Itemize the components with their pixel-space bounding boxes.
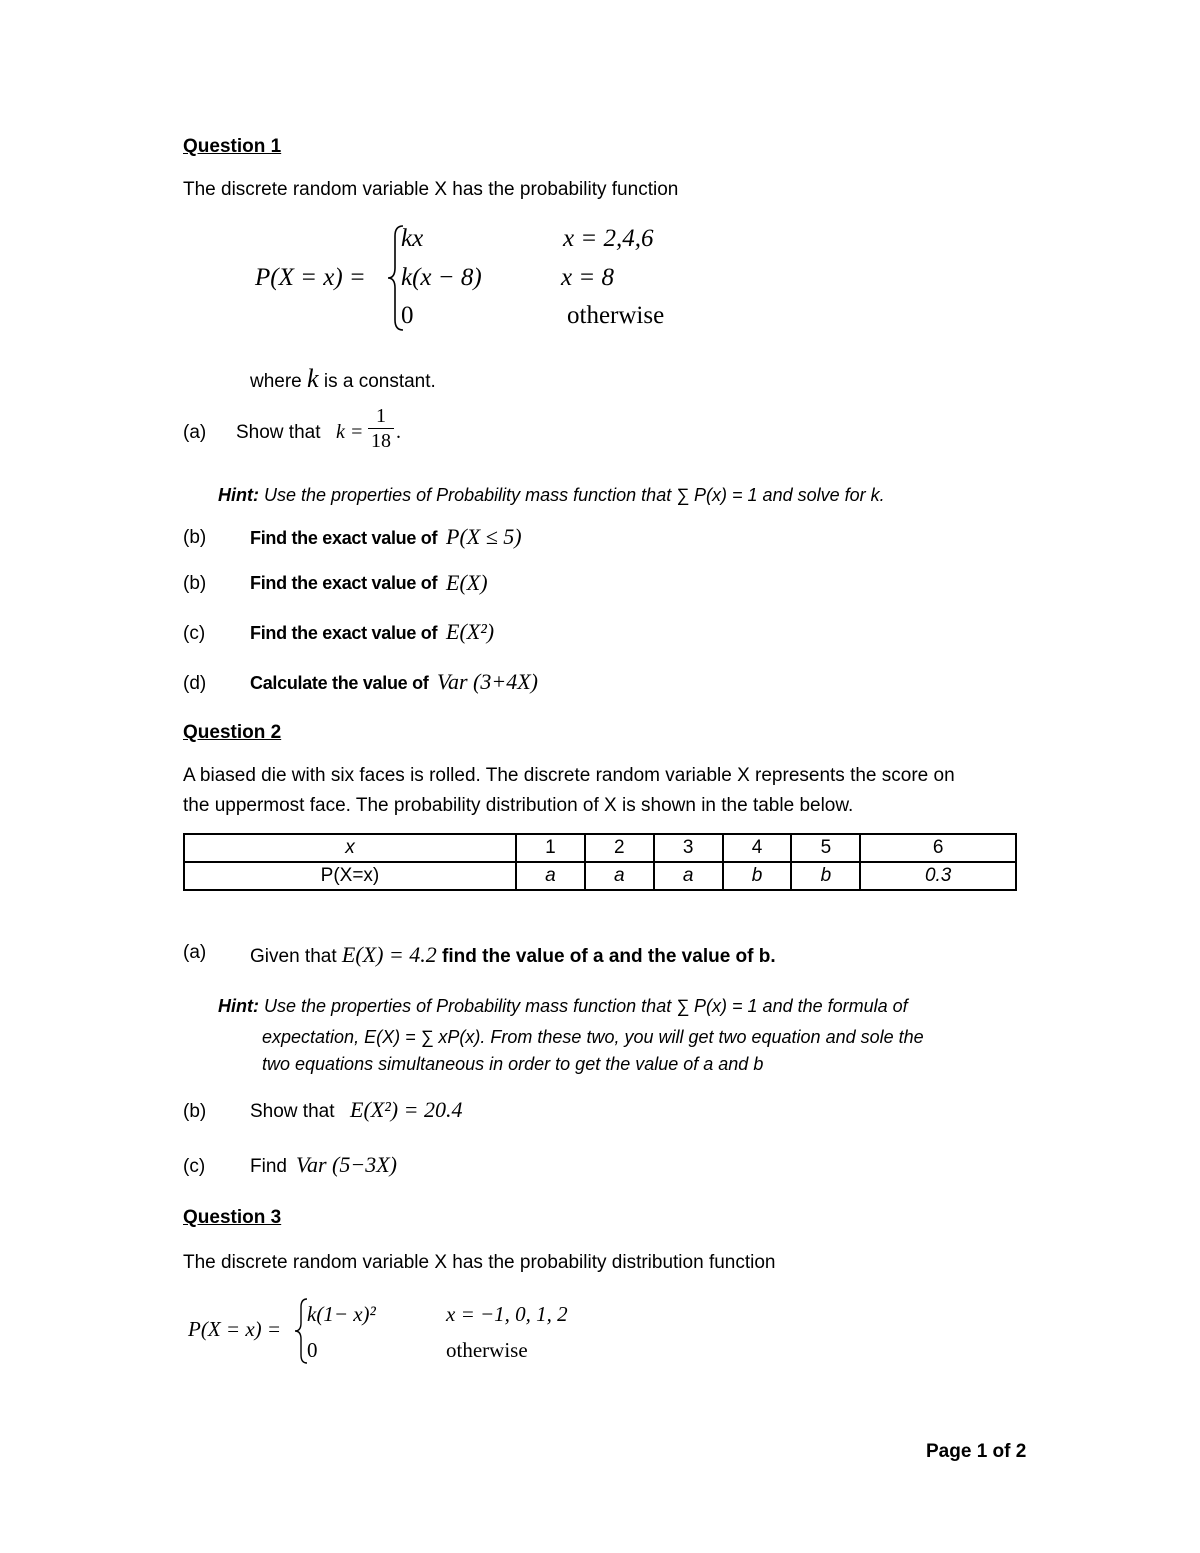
q1-case-1-cond: x = 2,4,6 xyxy=(563,225,654,252)
q2-hint-line-2: expectation, E(X) = ∑ xP(x). From these two, you will get two equation and sole the xyxy=(262,1027,924,1047)
q2-hint-text-1: Use the properties of Probability mass function that ∑ P(x) = 1 and the formula of xyxy=(264,996,908,1016)
q3-pmf-lhs: P(X = x) = xyxy=(188,1317,282,1341)
q1-part-a-label: (a) xyxy=(183,422,207,443)
table-cell: b xyxy=(723,862,792,890)
table-cell: 5 xyxy=(791,834,860,862)
q1-case-2-cond: x = 8 xyxy=(561,264,614,291)
q2-part-a-math: E(X) = 4.2 xyxy=(341,942,437,967)
q3-case-2-expr: 0 xyxy=(307,1338,318,1362)
q1-part-c-text: Find the exact value of xyxy=(250,623,438,643)
q1-part-b2-math: E(X) xyxy=(446,570,488,595)
q1-part-b1-math: P(X ≤ 5) xyxy=(446,524,522,549)
question-2-intro-line-2: the uppermost face. The probability distribution of X is shown in the table below. xyxy=(183,795,854,816)
q2-hint-label: Hint: xyxy=(218,996,259,1016)
q1-part-b2-label: (b) xyxy=(183,573,207,594)
q1-case-1-expr: kx xyxy=(401,225,424,252)
probability-distribution-table xyxy=(183,833,1017,891)
question-2-intro-line-1: A biased die with six faces is rolled. The discrete random variable X represents the score on xyxy=(183,765,955,786)
table-cell: 3 xyxy=(654,834,723,862)
q2-part-c-math: Var (5−3X) xyxy=(296,1152,397,1177)
q2-hint-line-1 xyxy=(218,996,908,1017)
q2-part-b-text: Show that xyxy=(250,1101,335,1122)
question-1-heading: Question 1 xyxy=(183,136,282,157)
table-row xyxy=(184,862,1016,890)
q3-case-1-expr: k(1− x)² xyxy=(307,1302,376,1326)
table-cell: a xyxy=(654,862,723,890)
q1-part-a-k: k = xyxy=(336,421,364,443)
q2-hint-line-3: two equations simultaneous in order to get the value of a and b xyxy=(262,1054,764,1074)
table-cell: 6 xyxy=(860,834,1016,862)
question-3-intro: The discrete random variable X has the probability distribution function xyxy=(183,1252,776,1273)
q2-part-b-label: (b) xyxy=(183,1101,207,1122)
q1-where-line xyxy=(250,364,436,394)
q1-case-3-cond: otherwise xyxy=(567,302,665,329)
q2-part-c-label: (c) xyxy=(183,1156,206,1177)
q1-part-a-period: . xyxy=(396,421,401,443)
q1-part-a-text: Show that xyxy=(236,422,321,443)
table-cell: a xyxy=(585,862,654,890)
q1-part-b1-label: (b) xyxy=(183,527,207,548)
q1-where-var: k xyxy=(307,364,319,393)
table-cell: 2 xyxy=(585,834,654,862)
question-1-intro: The discrete random variable X has the probability function xyxy=(183,179,679,200)
q2-part-c-text: Find xyxy=(250,1156,287,1177)
q3-case-2-cond: otherwise xyxy=(446,1338,528,1362)
q1-hint-text: Use the properties of Probability mass function that ∑ P(x) = 1 and solve for k. xyxy=(264,485,885,505)
q1-where-pre: where xyxy=(250,371,302,392)
q1-case-3-expr: 0 xyxy=(401,302,414,329)
q1-hint xyxy=(218,485,885,506)
q1-part-c-math: E(X²) xyxy=(446,619,495,644)
q2-part-a-text-2: find the value of a and the value of b. xyxy=(442,946,776,967)
q1-case-2-expr: k(x − 8) xyxy=(401,264,482,291)
q1-part-b2-text: Find the exact value of xyxy=(250,573,438,593)
q1-fraction-numerator: 1 xyxy=(376,405,386,427)
table-row xyxy=(184,834,1016,862)
q2-part-a-text-1: Given that xyxy=(250,946,337,967)
q2-part-a-label: (a) xyxy=(183,942,207,963)
q1-fraction xyxy=(367,404,395,453)
question-2-heading: Question 2 xyxy=(183,722,282,743)
table-cell: x xyxy=(184,834,516,862)
table-cell: b xyxy=(791,862,860,890)
q1-where-post: is a constant. xyxy=(323,371,436,392)
q1-part-d-label: (d) xyxy=(183,673,207,694)
q2-part-b-math: E(X²) = 20.4 xyxy=(350,1097,463,1122)
q1-pmf-lhs: P(X = x) = xyxy=(255,264,366,291)
q1-part-b1-text: Find the exact value of xyxy=(250,528,438,548)
q1-hint-label: Hint: xyxy=(218,485,259,505)
q1-part-d-math: Var (3+4X) xyxy=(437,669,538,694)
table-cell: 0.3 xyxy=(860,862,1016,890)
question-3-heading: Question 3 xyxy=(183,1207,282,1228)
q2-part-a-line xyxy=(250,942,776,968)
table-cell: a xyxy=(516,862,585,890)
q1-part-d-text: Calculate the value of xyxy=(250,673,429,693)
table-cell: P(X=x) xyxy=(184,862,516,890)
table-cell: 4 xyxy=(723,834,792,862)
q1-part-c-label: (c) xyxy=(183,623,206,644)
table-cell: 1 xyxy=(516,834,585,862)
q3-case-1-cond: x = −1, 0, 1, 2 xyxy=(446,1302,568,1326)
q1-fraction-denominator: 18 xyxy=(371,430,391,452)
page-number: Page 1 of 2 xyxy=(926,1441,1027,1462)
